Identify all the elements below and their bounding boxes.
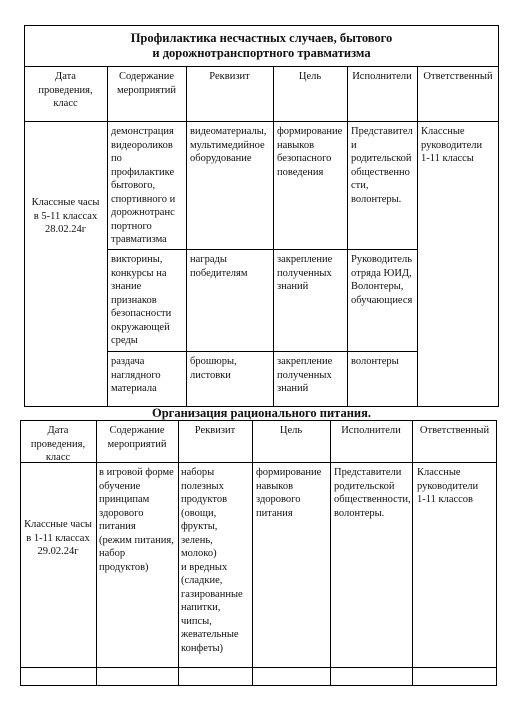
date-cell: Классные часы в 1-11 классах 29.02.24г bbox=[24, 519, 92, 557]
table-cell-executors: Представител и родительской общественно сти, волонтеры. bbox=[351, 126, 413, 205]
table-cell-props: наборы полезных продуктов (овощи, фрукты, зелень, молоко) и вредных (сладкие, газированные напитки, чипсы, жевательные конфеты) bbox=[181, 467, 243, 654]
col-divider bbox=[107, 66, 108, 407]
table-cell-content: раздача наглядного материала bbox=[111, 356, 161, 394]
table-cell-props: видеоматериалы, мультимедийное оборудование bbox=[190, 126, 267, 164]
header-responsible: Ответственный bbox=[423, 71, 493, 82]
table-cell-responsible: Классные руководители 1-11 классов bbox=[417, 467, 479, 505]
date-cell: Классные часы в 5-11 классах 28.02.24г bbox=[31, 197, 100, 235]
col-divider bbox=[96, 420, 97, 686]
col-divider bbox=[178, 420, 179, 686]
col-divider bbox=[330, 420, 331, 686]
header-executors: Исполнители bbox=[352, 71, 412, 82]
header-goal: Цель bbox=[298, 71, 322, 82]
table-cell-executors: волонтеры bbox=[351, 356, 399, 367]
col-divider bbox=[273, 66, 274, 407]
col-divider bbox=[417, 66, 418, 407]
table-cell-executors: Представители родительской общественности, волонтеры. bbox=[334, 467, 411, 519]
row-divider bbox=[107, 249, 417, 250]
header-executors: Исполнители bbox=[341, 425, 401, 436]
section-title-nutrition: Организация рационального питания. bbox=[151, 406, 372, 420]
table-cell-content: демонстрация видеороликов по профилактике бытового, спортивного и дорожнотранс портного травматизма bbox=[111, 126, 176, 245]
row-divider bbox=[24, 121, 499, 122]
header-content: Содержание мероприятий bbox=[107, 425, 167, 450]
header-props: Реквизит bbox=[209, 71, 250, 82]
row-divider bbox=[24, 66, 499, 67]
table-cell-goal: закрепление полученных знаний bbox=[277, 254, 333, 292]
table-cell-goal: закрепление полученных знаний bbox=[277, 356, 333, 394]
table-cell-content: викторины, конкурсы на знание признаков безопасности окружающей среды bbox=[111, 254, 172, 346]
responsible-cell: Классные руководители 1-11 классы bbox=[421, 126, 483, 164]
table-cell-props: брошюры, листовки bbox=[190, 356, 237, 381]
header-date: Дата проведения, класс bbox=[30, 425, 86, 463]
col-divider bbox=[186, 66, 187, 407]
header-goal: Цель bbox=[279, 425, 303, 436]
col-divider bbox=[252, 420, 253, 686]
table-cell-content: в игровой форме обучение принципам здорового питания (режим питания, набор продуктов) bbox=[99, 467, 174, 573]
row-divider bbox=[107, 351, 417, 352]
header-content: Содержание мероприятий bbox=[117, 71, 176, 96]
header-props: Реквизит bbox=[194, 425, 236, 436]
col-divider bbox=[347, 66, 348, 407]
table-cell-goal: формирование навыков безопасного поведения bbox=[277, 126, 343, 178]
header-responsible: Ответственный bbox=[419, 425, 490, 436]
row-divider bbox=[20, 667, 497, 668]
section-title-injury-prevention: Профилактика несчастных случаев, бытового и дорожнотранспортного травматизма bbox=[130, 31, 393, 60]
table-cell-goal: формирование навыков здорового питания bbox=[256, 467, 322, 519]
col-divider bbox=[412, 420, 413, 686]
header-date: Дата проведения, класс bbox=[38, 71, 93, 109]
table-cell-props: награды победителям bbox=[190, 254, 248, 279]
table-cell-executors: Руководитель отряда ЮИД, Волонтеры, обучающиеся bbox=[351, 254, 413, 306]
